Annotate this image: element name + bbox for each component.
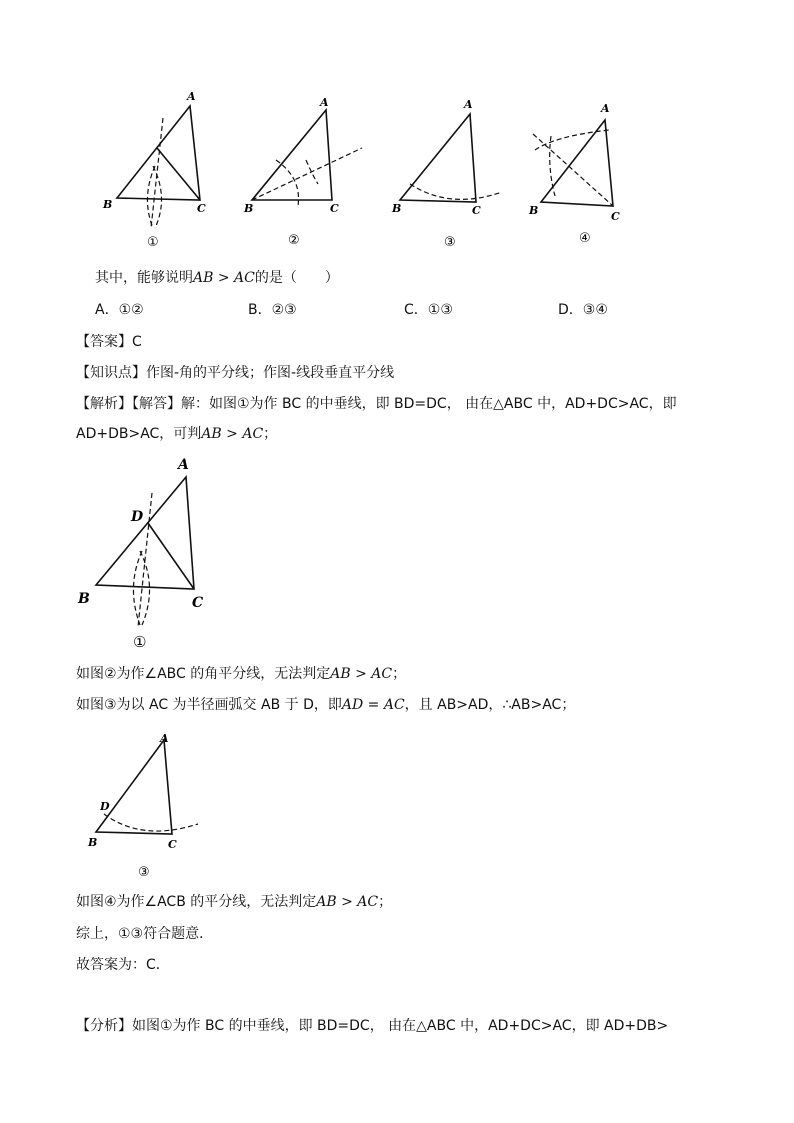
fig4-caption: ④: [579, 231, 591, 246]
figure-1: [95, 88, 225, 253]
mid1-caption: ①: [133, 633, 147, 651]
question-text: 其中，能够说明AB > AC的是（ ）: [95, 270, 339, 286]
fenxi-line: 【分析】如图①为作 BC 的中垂线，即 BD=DC， 由在△ABC 中，AD+DC>AC，即 AD+DB>: [76, 1018, 669, 1034]
analysis-line-2: AD+DB>AC，可判AB > AC；: [76, 426, 278, 442]
mid2-label-b: B: [88, 836, 98, 849]
fig2-label-c: C: [330, 202, 339, 215]
option-c: C．①③: [404, 302, 453, 318]
fig1-label-b: B: [103, 198, 113, 211]
fig3-caption: ③: [444, 235, 456, 250]
para4-line: 如图④为作∠ACB 的平分线，无法判定AB > AC；: [76, 894, 393, 910]
analysis-line-1: 【解析】【解答】解：如图①为作 BC 的中垂线，即 BD=DC， 由在△ABC 中，AD+DC>AC，即: [76, 396, 677, 412]
mid1-label-c: C: [192, 595, 204, 611]
fig2-caption: ②: [288, 233, 300, 248]
fig1-label-c: C: [197, 202, 206, 215]
para2-line: 如图②为作∠ABC 的角平分线，无法判定AB > AC；: [76, 666, 407, 682]
fig1-caption: ①: [147, 235, 159, 250]
mid2-label-a: A: [160, 732, 169, 745]
figure-4: [525, 96, 655, 261]
figure-3: [390, 92, 520, 257]
mid2-label-c: C: [168, 838, 177, 851]
fig4-label-a: A: [601, 102, 610, 115]
figure-mid-1: [76, 455, 226, 655]
figure-2: [240, 88, 370, 253]
fig1-label-a: A: [187, 90, 196, 103]
figure-mid-2: [86, 728, 216, 883]
answer-line: 【答案】C: [76, 334, 142, 350]
fig3-label-a: A: [464, 98, 473, 111]
summary-line: 综上，①③符合题意．: [76, 926, 214, 942]
conclusion-line: 故答案为：C．: [76, 957, 170, 973]
mid1-label-a: A: [178, 457, 189, 473]
mid1-label-b: B: [78, 591, 90, 607]
mid2-caption: ③: [138, 865, 150, 880]
knowledge-line: 【知识点】作图-角的平分线；作图-线段垂直平分线: [76, 365, 395, 381]
fig3-label-c: C: [472, 204, 481, 217]
fig2-label-b: B: [244, 202, 254, 215]
fig3-label-b: B: [392, 202, 402, 215]
mid1-label-d: D: [131, 509, 144, 525]
fig4-label-c: C: [611, 210, 620, 223]
para3-line: 如图③为以 AC 为半径画弧交 AB 于 D，即AD = AC，且 AB>AD，∴AB>AC；: [76, 697, 576, 713]
option-b: B．②③: [248, 302, 297, 318]
fig2-label-a: A: [320, 96, 329, 109]
option-a: A．①②: [95, 302, 144, 318]
fig4-label-b: B: [529, 204, 539, 217]
option-d: D．③④: [558, 302, 608, 318]
mid2-label-d: D: [100, 800, 110, 813]
